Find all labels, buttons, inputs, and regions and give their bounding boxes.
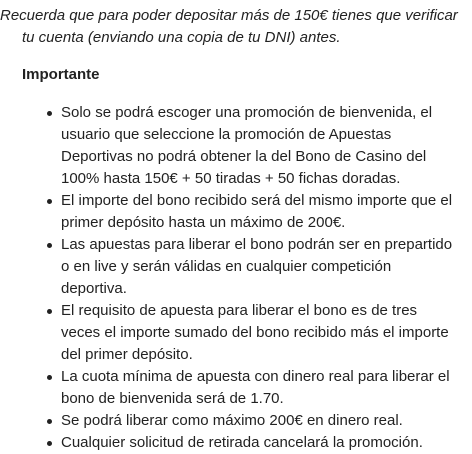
bullet-icon bbox=[47, 199, 52, 204]
bullet-icon bbox=[47, 309, 52, 314]
list-item bbox=[61, 190, 458, 234]
rule-text: Se podrá liberar como máximo 200€ en dinero real. bbox=[61, 412, 403, 429]
list-item bbox=[61, 234, 458, 300]
promotion-rules-list bbox=[0, 102, 472, 454]
list-item bbox=[61, 300, 458, 366]
rule-text: Cualquier solicitud de retirada cancelará la promoción. bbox=[61, 434, 423, 451]
section-heading: Importante bbox=[22, 66, 100, 83]
list-item bbox=[61, 410, 458, 432]
rule-text: El requisito de apuesta para liberar el bono es de tres veces el importe sumado del bono recibido más el importe del primer depósito. bbox=[61, 302, 449, 363]
list-item bbox=[61, 432, 458, 454]
bullet-icon bbox=[47, 441, 52, 446]
terms-content bbox=[0, 5, 472, 454]
verification-notice: Recuerda que para poder depositar más de 150€ tienes que verificar tu cuenta (enviando una copia de tu DNI) antes. bbox=[0, 7, 458, 46]
rule-text: El importe del bono recibido será del mismo importe que el primer depósito hasta un máximo de 200€. bbox=[61, 192, 453, 231]
list-item bbox=[61, 366, 458, 410]
rule-text: Solo se podrá escoger una promoción de bienvenida, el usuario que seleccione la promoción de Apuestas Deportivas no podrá obtener la del Bono de Casino del 100% hasta 150€ + 50 tiradas + 50 fichas doradas. bbox=[61, 104, 433, 187]
bullet-icon bbox=[47, 419, 52, 424]
bullet-icon bbox=[47, 111, 52, 116]
bullet-icon bbox=[47, 375, 52, 380]
rule-text: La cuota mínima de apuesta con dinero real para liberar el bono de bienvenida será de 1.70. bbox=[61, 368, 450, 407]
bullet-icon bbox=[47, 243, 52, 248]
list-item bbox=[61, 102, 458, 190]
rule-text: Las apuestas para liberar el bono podrán ser en prepartido o en live y serán válidas en cualquier competición deportiva. bbox=[61, 236, 453, 297]
